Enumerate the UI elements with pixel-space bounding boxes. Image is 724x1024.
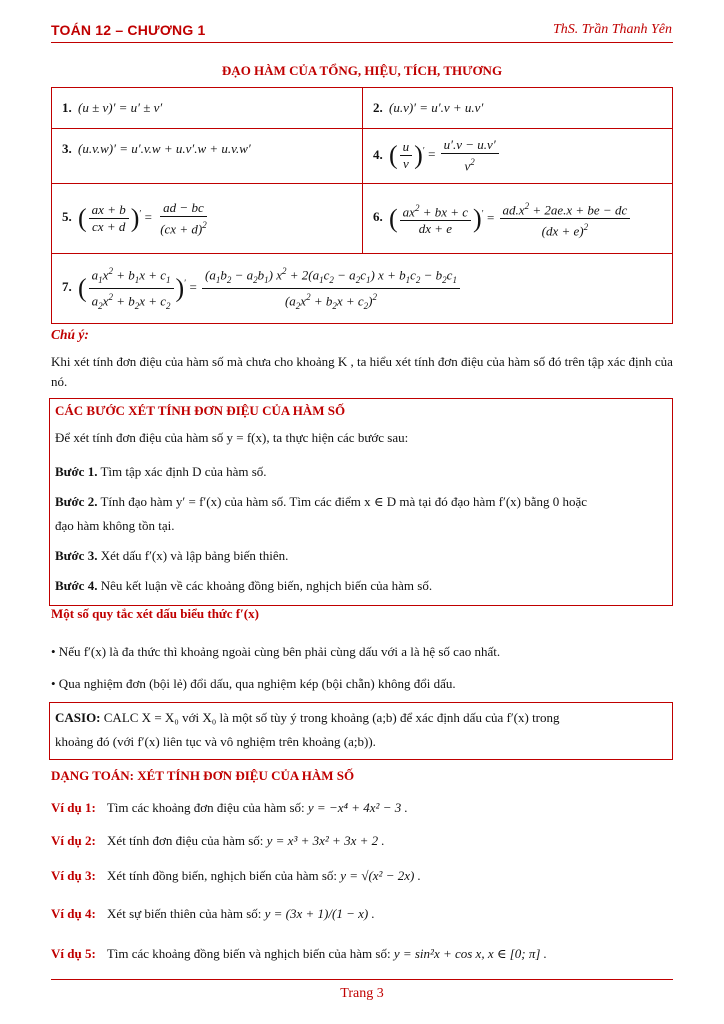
rule-1: • Nếu f′(x) là đa thức thì khoảng ngoài cùng bên phải cùng dấu với a là hệ số cao nhất. bbox=[51, 644, 501, 659]
example-text: Tìm các khoảng đơn điệu của hàm số: bbox=[106, 800, 305, 815]
formula-number: 1. bbox=[62, 100, 72, 115]
header-chapter: TOÁN 12 – CHƯƠNG 1 bbox=[51, 22, 206, 38]
example-4 bbox=[51, 906, 681, 922]
formula-1: 1. (u ± v)′ = u′ ± v′ bbox=[52, 88, 363, 129]
formula-number: 5. bbox=[62, 209, 72, 225]
section-title: ĐẠO HÀM CỦA TỔNG, HIỆU, TÍCH, THƯƠNG bbox=[221, 63, 503, 78]
example-text: Xét tính đơn điệu của hàm số: bbox=[107, 833, 264, 848]
example-label: Ví dụ 3: bbox=[51, 868, 96, 883]
casio-box bbox=[49, 702, 673, 760]
header-divider bbox=[51, 42, 673, 43]
exercise-type-heading: DẠNG TOÁN: XÉT TÍNH ĐƠN ĐIỆU CỦA HÀM SỐ bbox=[51, 768, 355, 783]
step-label: Bước 2. bbox=[55, 494, 98, 509]
step-2-continued: đạo hàm không tồn tại. bbox=[55, 518, 175, 533]
rules-heading: Một số quy tắc xét dấu biểu thức f′(x) bbox=[51, 606, 259, 621]
rule-2: • Qua nghiệm đơn (bội lẻ) đổi dấu, qua nghiệm kép (bội chẵn) không đổi dấu. bbox=[51, 676, 456, 691]
casio-line-1 bbox=[55, 707, 666, 729]
formula-number: 4. bbox=[373, 146, 383, 162]
steps-box bbox=[49, 398, 673, 606]
step-text: Tìm tập xác định D của hàm số. bbox=[100, 464, 267, 479]
step-2 bbox=[55, 491, 666, 513]
example-text: Xét tính đồng biến, nghịch biến của hàm số: bbox=[107, 868, 338, 883]
step-label: Bước 3. bbox=[55, 548, 98, 563]
example-5 bbox=[51, 946, 681, 962]
formula-4: 4. ( $\frac{u}{v}$ )′ = $\frac{u'.v - u.v'}{v^2}$ bbox=[363, 129, 673, 184]
step-4 bbox=[55, 575, 666, 597]
example-expression: y = sin²x + cos x, x ∈ [0; π] . bbox=[393, 946, 547, 961]
example-label: Ví dụ 4: bbox=[51, 906, 96, 921]
step-text: Tính đạo hàm y′ = f′(x) của hàm số. Tìm các điểm x ∈ D mà tại đó đạo hàm f′(x) bằng 0 hoặc bbox=[100, 494, 588, 509]
example-expression: y = √(x² − 2x) . bbox=[340, 868, 421, 883]
step-1 bbox=[55, 461, 666, 483]
example-text: Xét sự biến thiên của hàm số: bbox=[107, 906, 262, 921]
page-number: Trang 3 bbox=[340, 986, 384, 1001]
example-1 bbox=[51, 800, 681, 816]
example-text: Tìm các khoảng đồng biến và nghịch biến của hàm số: bbox=[106, 946, 391, 961]
example-label: Ví dụ 1: bbox=[51, 800, 96, 815]
example-2 bbox=[51, 833, 681, 849]
formula-number: 7. bbox=[62, 279, 72, 295]
formula-number: 3. bbox=[62, 141, 72, 156]
example-label: Ví dụ 2: bbox=[51, 833, 96, 848]
casio-label: CASIO: bbox=[55, 710, 101, 725]
step-label: Bước 1. bbox=[55, 464, 98, 479]
formula-number: 6. bbox=[373, 209, 383, 225]
formula-7: 7. ( $\frac{a_1x^2 + b_1x + c_1}{a_2x^2 + b_2x + c_2}$ )′ = $\frac{(a_1b_2 - a_2b_1) x^2 + 2(a_1c_2 - a_2c_1) x + b_1c_2 - b_2c_1}{(a_2x^2 + b_2x + c_2)^2}$ bbox=[52, 254, 673, 324]
note-text: Khi xét tính đơn điệu của hàm số mà chưa cho khoảng K , ta hiểu xét tính đơn điệu của hàm số đó trên tập xác định của nó. bbox=[51, 354, 673, 389]
note-heading: Chú ý: bbox=[51, 327, 89, 342]
step-label: Bước 4. bbox=[55, 578, 98, 593]
example-expression: y = (3x + 1)/(1 − x) . bbox=[264, 906, 375, 921]
header-author: ThS. Trần Thanh Yên bbox=[552, 22, 672, 37]
step-text: Nêu kết luận về các khoảng đồng biến, nghịch biến của hàm số. bbox=[100, 578, 433, 593]
example-expression: y = x³ + 3x² + 3x + 2 . bbox=[266, 833, 385, 848]
formula-6: 6. ( $\frac{ax^2 + bx + c}{dx + e}$ )′ = $\frac{ad.x^2 + 2ae.x + be - dc}{(dx + e)^2}$ bbox=[363, 184, 673, 254]
formula-number: 2. bbox=[373, 100, 383, 115]
step-text: Xét dấu f′(x) và lập bảng biến thiên. bbox=[100, 548, 289, 563]
formula-5: 5. ( $\frac{ax + b}{cx + d}$ )′ = $\frac{ad - bc}{(cx + d)^2}$ bbox=[52, 184, 363, 254]
casio-text: CALC X = X₀ với X₀ là một số tùy ý trong khoảng (a;b) để xác định dấu của f′(x) trong bbox=[103, 710, 560, 725]
steps-heading: CÁC BƯỚC XÉT TÍNH ĐƠN ĐIỆU CỦA HÀM SỐ bbox=[55, 403, 346, 418]
casio-line-2: khoảng đó (với f′(x) liên tục và vô nghiệm trên khoảng (a;b)). bbox=[55, 734, 376, 749]
formula-table bbox=[51, 87, 673, 324]
footer-divider bbox=[51, 979, 673, 980]
example-label: Ví dụ 5: bbox=[51, 946, 96, 961]
example-expression: y = −x⁴ + 4x² − 3 . bbox=[307, 800, 408, 815]
example-3 bbox=[51, 868, 681, 884]
step-3 bbox=[55, 545, 666, 567]
formula-2: 2. (u.v)′ = u′.v + u.v′ bbox=[363, 88, 673, 129]
formula-3: 3. (u.v.w)′ = u′.v.w + u.v′.w + u.v.w′ bbox=[52, 129, 363, 184]
steps-intro: Để xét tính đơn điệu của hàm số y = f(x), ta thực hiện các bước sau: bbox=[55, 430, 409, 445]
